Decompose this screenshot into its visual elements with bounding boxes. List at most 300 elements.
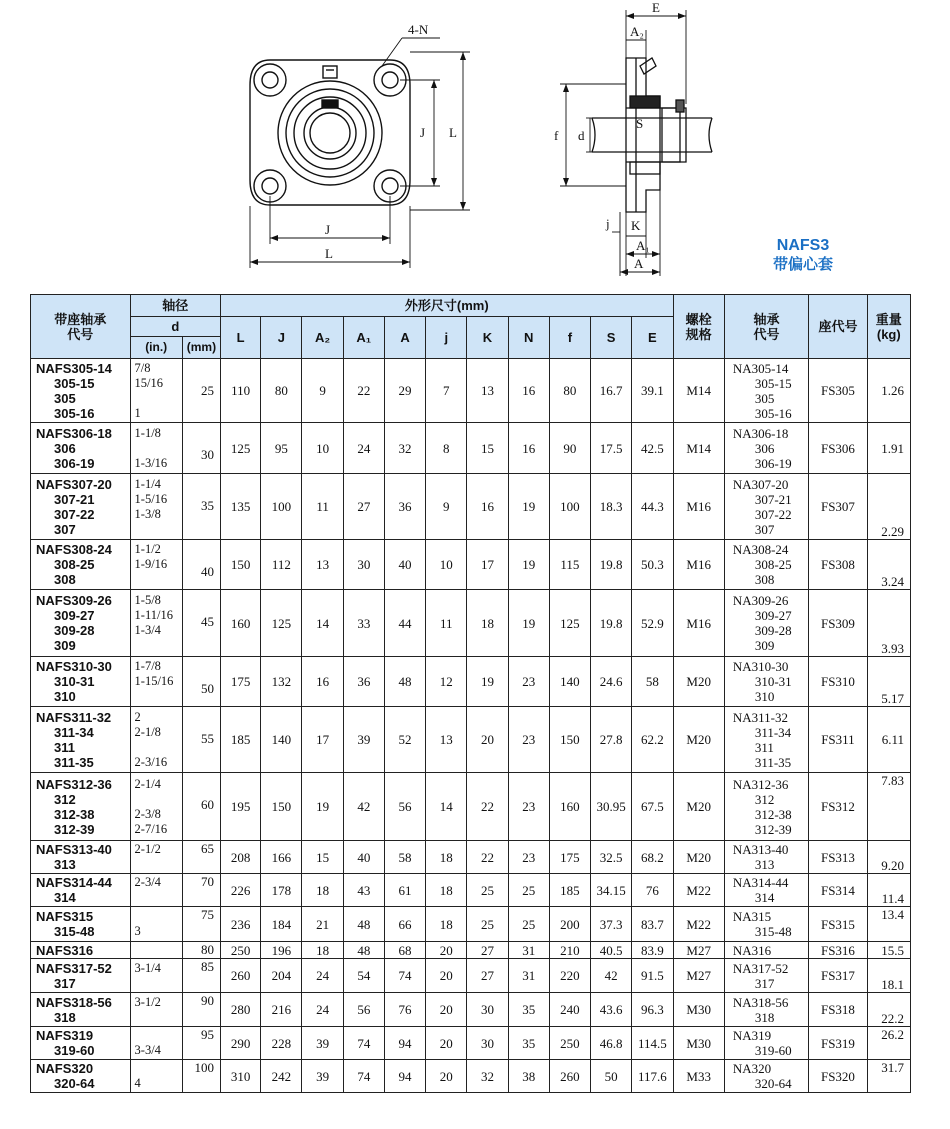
inch-line bbox=[135, 1010, 180, 1025]
cell-dim-E: 91.5 bbox=[632, 959, 673, 993]
cell-dim-N: 23 bbox=[508, 707, 549, 773]
cell-dim-L: 208 bbox=[221, 841, 261, 874]
cell-dim-A: 36 bbox=[384, 474, 425, 540]
code-line: 307-21 bbox=[54, 491, 95, 507]
inch-line bbox=[135, 792, 180, 807]
cell-dim-S: 42 bbox=[591, 959, 632, 993]
inch-line: 2-1/2 bbox=[134, 842, 161, 856]
inch-line: 7/8 bbox=[134, 360, 151, 375]
cell-housing: FS316 bbox=[809, 942, 867, 959]
cell-housing: FS315 bbox=[809, 907, 867, 942]
brg-line: NA312-36 bbox=[732, 776, 789, 792]
cell-inch bbox=[130, 942, 182, 959]
cell-dim-f: 115 bbox=[549, 540, 590, 590]
cell-brg bbox=[724, 942, 808, 959]
cell-housing: FS307 bbox=[809, 474, 867, 540]
series-code: NAFS3 bbox=[776, 237, 830, 254]
inch-line: 15/16 bbox=[134, 375, 164, 390]
cell-dim-J: 150 bbox=[261, 773, 302, 841]
cell-dim-f: 125 bbox=[549, 590, 590, 657]
cell-dim-A₂: 18 bbox=[302, 942, 343, 959]
inch-line: 2-7/16 bbox=[134, 821, 168, 836]
cell-dim-K: 25 bbox=[467, 874, 508, 907]
cell-dim-f: 160 bbox=[549, 773, 590, 841]
cell-dim-J: 112 bbox=[261, 540, 302, 590]
table-row bbox=[31, 993, 911, 1027]
cell-dim-N: 19 bbox=[508, 474, 549, 540]
code-line: 320-64 bbox=[54, 1076, 95, 1091]
cell-dim-A₁: 54 bbox=[343, 959, 384, 993]
cell-dim-N: 19 bbox=[508, 540, 549, 590]
inch-line: 3-1/4 bbox=[134, 960, 161, 975]
cell-housing: FS312 bbox=[809, 773, 867, 841]
cell-inch bbox=[130, 993, 182, 1027]
cell-dim-A: 74 bbox=[384, 959, 425, 993]
table-row bbox=[31, 359, 911, 423]
table-row bbox=[31, 942, 911, 959]
cell-inch bbox=[130, 1027, 182, 1060]
cell-mm: 50 bbox=[182, 657, 220, 707]
cell-weight: 2.29 bbox=[867, 474, 910, 540]
inch-line: 1-5/16 bbox=[134, 491, 168, 506]
cell-dim-S: 34.15 bbox=[591, 874, 632, 907]
inch-line: 1-15/16 bbox=[134, 674, 174, 688]
code-line: 311-34 bbox=[54, 724, 94, 740]
code-line: 309-27 bbox=[54, 608, 95, 623]
cell-dim-L: 310 bbox=[221, 1060, 261, 1093]
cell-dim-K: 20 bbox=[467, 707, 508, 773]
header-dim-6: K bbox=[467, 317, 508, 359]
cell-code bbox=[31, 657, 131, 707]
code-line: 310-31 bbox=[54, 674, 95, 689]
table-row bbox=[31, 657, 911, 707]
cell-brg bbox=[724, 474, 808, 540]
table-row bbox=[31, 841, 911, 874]
cell-weight: 7.83 bbox=[867, 773, 910, 841]
brg-line: 311-35 bbox=[754, 754, 792, 770]
code-line: 309-28 bbox=[54, 623, 95, 638]
cell-dim-E: 44.3 bbox=[632, 474, 673, 540]
cell-mm: 70 bbox=[182, 874, 220, 907]
brg-line: 307-22 bbox=[754, 506, 792, 522]
cell-weight: 13.4 bbox=[867, 907, 910, 942]
cell-housing: FS318 bbox=[809, 993, 867, 1027]
header-weight: 重量 (kg) bbox=[867, 295, 910, 359]
cell-dim-E: 68.2 bbox=[632, 841, 673, 874]
cell-dim-L: 150 bbox=[221, 540, 261, 590]
cell-brg bbox=[724, 707, 808, 773]
cell-bolt: M30 bbox=[673, 1027, 724, 1060]
cell-bolt: M16 bbox=[673, 474, 724, 540]
inch-line: 1-1/2 bbox=[134, 542, 161, 556]
label-E: E bbox=[652, 0, 660, 15]
cell-dim-E: 83.9 bbox=[632, 942, 673, 959]
cell-mm: 60 bbox=[182, 773, 220, 841]
code-line: 308-25 bbox=[54, 557, 95, 572]
cell-dim-N: 31 bbox=[508, 942, 549, 959]
label-J-horizontal: J bbox=[325, 222, 331, 237]
code-line: 319-60 bbox=[54, 1043, 95, 1058]
code-line: 311 bbox=[54, 739, 75, 755]
series-subtitle: 带偏心套 bbox=[772, 256, 833, 273]
cell-weight: 1.91 bbox=[867, 423, 910, 474]
cell-dim-N: 23 bbox=[508, 841, 549, 874]
cell-brg bbox=[724, 959, 808, 993]
label-J-vertical: J bbox=[420, 125, 426, 140]
cell-dim-f: 260 bbox=[549, 1060, 590, 1093]
cell-housing: FS308 bbox=[809, 540, 867, 590]
code-line: 308 bbox=[54, 572, 76, 587]
label-A1: A₁ bbox=[636, 238, 650, 253]
header-dim-5: j bbox=[426, 317, 467, 359]
inch-line bbox=[135, 689, 180, 704]
header-shaft: 轴径 bbox=[130, 295, 221, 317]
code-line: NAFS319 bbox=[36, 1028, 94, 1043]
code-line: NAFS318-56 bbox=[36, 994, 112, 1010]
cell-brg bbox=[724, 423, 808, 474]
cell-mm: 35 bbox=[182, 474, 220, 540]
cell-dim-S: 46.8 bbox=[591, 1027, 632, 1060]
inch-line: 1-3/16 bbox=[134, 455, 168, 470]
cell-dim-N: 25 bbox=[508, 907, 549, 942]
code-line: NAFS317-52 bbox=[36, 960, 112, 976]
cell-dim-L: 195 bbox=[221, 773, 261, 841]
cell-bolt: M27 bbox=[673, 959, 724, 993]
inch-line: 1-5/8 bbox=[134, 593, 161, 607]
cell-dim-f: 175 bbox=[549, 841, 590, 874]
cell-dim-A: 66 bbox=[384, 907, 425, 942]
inch-line bbox=[135, 857, 180, 872]
cell-code bbox=[31, 359, 131, 423]
table-row bbox=[31, 1060, 911, 1093]
cell-dim-j: 20 bbox=[426, 942, 467, 959]
label-j: j bbox=[606, 216, 610, 231]
inch-line: 2-3/4 bbox=[134, 875, 161, 889]
cell-weight: 3.93 bbox=[867, 590, 910, 657]
cell-dim-K: 22 bbox=[467, 773, 508, 841]
cell-dim-A₂: 13 bbox=[302, 540, 343, 590]
header-dim-8: f bbox=[549, 317, 590, 359]
cell-dim-N: 23 bbox=[508, 657, 549, 707]
cell-dim-K: 13 bbox=[467, 359, 508, 423]
cell-dim-L: 110 bbox=[221, 359, 261, 423]
inch-line: 1 bbox=[134, 405, 141, 420]
cell-dim-j: 9 bbox=[426, 474, 467, 540]
label-f: f bbox=[554, 128, 559, 143]
table-row bbox=[31, 590, 911, 657]
cell-dim-A₂: 14 bbox=[302, 590, 343, 657]
brg-line: 320-64 bbox=[754, 1076, 792, 1091]
cell-dim-E: 62.2 bbox=[632, 707, 673, 773]
cell-dim-j: 10 bbox=[426, 540, 467, 590]
brg-line: NA306-18 bbox=[732, 425, 789, 441]
cell-dim-K: 27 bbox=[467, 942, 508, 959]
inch-line: 1-3/8 bbox=[134, 506, 161, 521]
brg-line: 307 bbox=[754, 521, 775, 537]
cell-dim-f: 80 bbox=[549, 359, 590, 423]
cell-brg bbox=[724, 773, 808, 841]
table-header bbox=[31, 295, 911, 359]
cell-dim-j: 18 bbox=[426, 907, 467, 942]
brg-line: 309-28 bbox=[754, 623, 792, 638]
cell-code bbox=[31, 1060, 131, 1093]
cell-dim-A₁: 48 bbox=[343, 942, 384, 959]
code-line: NAFS307-20 bbox=[36, 476, 112, 492]
cell-code bbox=[31, 874, 131, 907]
code-line: 313 bbox=[54, 857, 76, 872]
cell-brg bbox=[724, 359, 808, 423]
cell-dim-A₁: 30 bbox=[343, 540, 384, 590]
brg-line: 308 bbox=[754, 572, 775, 587]
brg-line: NA315 bbox=[732, 909, 772, 924]
code-line: 312-38 bbox=[54, 806, 95, 822]
cell-dim-K: 30 bbox=[467, 993, 508, 1027]
cell-dim-E: 58 bbox=[632, 657, 673, 707]
cell-dim-A₂: 19 bbox=[302, 773, 343, 841]
brg-line: NA310-30 bbox=[732, 659, 789, 674]
cell-dim-K: 32 bbox=[467, 1060, 508, 1093]
code-line: 312 bbox=[54, 791, 76, 807]
label-A2: A₂ bbox=[630, 24, 644, 39]
inch-line: 2-3/8 bbox=[134, 806, 161, 821]
brg-line: 305-16 bbox=[754, 405, 792, 421]
cell-dim-j: 11 bbox=[426, 590, 467, 657]
cell-dim-S: 19.8 bbox=[591, 590, 632, 657]
brg-line: 312-38 bbox=[754, 806, 792, 822]
cell-dim-N: 16 bbox=[508, 359, 549, 423]
cell-dim-A₁: 36 bbox=[343, 657, 384, 707]
cell-dim-J: 166 bbox=[261, 841, 302, 874]
cell-dim-S: 37.3 bbox=[591, 907, 632, 942]
cell-dim-A₁: 27 bbox=[343, 474, 384, 540]
cell-dim-S: 19.8 bbox=[591, 540, 632, 590]
code-line: 314 bbox=[54, 890, 76, 905]
code-line: NAFS313-40 bbox=[36, 842, 112, 857]
cell-dim-E: 42.5 bbox=[632, 423, 673, 474]
cell-dim-A₁: 74 bbox=[343, 1060, 384, 1093]
cell-dim-J: 80 bbox=[261, 359, 302, 423]
cell-dim-J: 132 bbox=[261, 657, 302, 707]
cell-dim-f: 240 bbox=[549, 993, 590, 1027]
cell-bolt: M14 bbox=[673, 359, 724, 423]
brg-line: NA311-32 bbox=[732, 709, 788, 725]
spec-table bbox=[30, 294, 911, 1093]
cell-weight: 3.24 bbox=[867, 540, 910, 590]
cell-code bbox=[31, 707, 131, 773]
cell-weight: 31.7 bbox=[867, 1060, 910, 1093]
table-row bbox=[31, 773, 911, 841]
cell-dim-L: 250 bbox=[221, 942, 261, 959]
cell-dim-f: 220 bbox=[549, 959, 590, 993]
cell-dim-L: 236 bbox=[221, 907, 261, 942]
brg-line: 313 bbox=[754, 857, 775, 872]
cell-dim-j: 20 bbox=[426, 1027, 467, 1060]
cell-dim-K: 16 bbox=[467, 474, 508, 540]
cell-dim-J: 242 bbox=[261, 1060, 302, 1093]
cell-dim-N: 35 bbox=[508, 1027, 549, 1060]
brg-line: 306 bbox=[754, 440, 775, 456]
cell-dim-A₂: 16 bbox=[302, 657, 343, 707]
cell-dim-A₁: 74 bbox=[343, 1027, 384, 1060]
code-line: 305-15 bbox=[54, 375, 95, 391]
cell-dim-K: 17 bbox=[467, 540, 508, 590]
brg-line: NA305-14 bbox=[732, 360, 789, 376]
inch-line: 3-1/2 bbox=[134, 994, 161, 1009]
cell-dim-j: 20 bbox=[426, 1060, 467, 1093]
header-dim-0: L bbox=[221, 317, 261, 359]
cell-dim-A₁: 43 bbox=[343, 874, 384, 907]
cell-housing: FS306 bbox=[809, 423, 867, 474]
cell-dim-K: 27 bbox=[467, 959, 508, 993]
cell-dim-L: 280 bbox=[221, 993, 261, 1027]
cell-code bbox=[31, 474, 131, 540]
cell-code bbox=[31, 1027, 131, 1060]
cell-bolt: M33 bbox=[673, 1060, 724, 1093]
cell-code bbox=[31, 907, 131, 942]
code-line: NAFS320 bbox=[36, 1061, 94, 1076]
cell-dim-E: 114.5 bbox=[632, 1027, 673, 1060]
inch-line: 1-1/4 bbox=[134, 476, 161, 491]
brg-line: NA320 bbox=[732, 1061, 772, 1076]
cell-dim-J: 184 bbox=[261, 907, 302, 942]
brg-line: 318 bbox=[754, 1009, 775, 1025]
code-line: NAFS316 bbox=[36, 942, 94, 958]
header-bearing: 轴承 代号 bbox=[724, 295, 808, 359]
inch-line bbox=[135, 638, 180, 653]
cell-dim-E: 96.3 bbox=[632, 993, 673, 1027]
cell-inch bbox=[130, 540, 182, 590]
cell-dim-A₁: 24 bbox=[343, 423, 384, 474]
cell-dim-S: 16.7 bbox=[591, 359, 632, 423]
inch-line: 4 bbox=[134, 1076, 141, 1090]
cell-inch bbox=[130, 1060, 182, 1093]
table-row bbox=[31, 540, 911, 590]
cell-dim-f: 210 bbox=[549, 942, 590, 959]
inch-line bbox=[135, 740, 180, 755]
brg-line: 305-15 bbox=[754, 375, 792, 391]
code-line: NAFS311-32 bbox=[36, 709, 112, 725]
inch-line bbox=[135, 976, 180, 991]
cell-dim-A: 58 bbox=[384, 841, 425, 874]
cell-inch bbox=[130, 959, 182, 993]
cell-housing: FS310 bbox=[809, 657, 867, 707]
cell-dim-L: 135 bbox=[221, 474, 261, 540]
cell-dim-N: 16 bbox=[508, 423, 549, 474]
brg-line: 312-39 bbox=[754, 821, 792, 837]
header-dim-2: A₂ bbox=[302, 317, 343, 359]
code-line: NAFS310-30 bbox=[36, 659, 112, 674]
cell-dim-N: 23 bbox=[508, 773, 549, 841]
brg-line: NA307-20 bbox=[732, 476, 789, 492]
cell-housing: FS314 bbox=[809, 874, 867, 907]
cell-dim-L: 160 bbox=[221, 590, 261, 657]
cell-dim-A₂: 39 bbox=[302, 1027, 343, 1060]
inch-line bbox=[135, 441, 180, 456]
table-row bbox=[31, 707, 911, 773]
cell-housing: FS320 bbox=[809, 1060, 867, 1093]
cell-mm: 85 bbox=[182, 959, 220, 993]
brg-line: NA309-26 bbox=[732, 593, 789, 608]
cell-dim-S: 24.6 bbox=[591, 657, 632, 707]
code-line: 318 bbox=[54, 1009, 76, 1025]
cell-mm: 80 bbox=[182, 942, 220, 959]
cell-dim-A: 44 bbox=[384, 590, 425, 657]
cell-dim-j: 12 bbox=[426, 657, 467, 707]
cell-weight: 11.4 bbox=[867, 874, 910, 907]
cell-dim-L: 125 bbox=[221, 423, 261, 474]
inch-line: 2 bbox=[134, 709, 141, 724]
table-row bbox=[31, 474, 911, 540]
cell-dim-S: 18.3 bbox=[591, 474, 632, 540]
cell-weight: 18.1 bbox=[867, 959, 910, 993]
cell-dim-A₁: 48 bbox=[343, 907, 384, 942]
cell-inch bbox=[130, 907, 182, 942]
table-row bbox=[31, 874, 911, 907]
cell-weight: 5.17 bbox=[867, 657, 910, 707]
cell-dim-A: 76 bbox=[384, 993, 425, 1027]
cell-dim-K: 19 bbox=[467, 657, 508, 707]
cell-dim-A₂: 9 bbox=[302, 359, 343, 423]
inch-line: 1-3/4 bbox=[134, 623, 161, 637]
cell-dim-A: 52 bbox=[384, 707, 425, 773]
cell-housing: FS305 bbox=[809, 359, 867, 423]
header-dimensions: 外形尺寸(mm) bbox=[221, 295, 674, 317]
cell-dim-N: 35 bbox=[508, 993, 549, 1027]
cell-dim-L: 185 bbox=[221, 707, 261, 773]
cell-dim-A: 94 bbox=[384, 1060, 425, 1093]
cell-inch bbox=[130, 841, 182, 874]
label-L-horizontal: L bbox=[325, 246, 333, 261]
cell-bolt: M20 bbox=[673, 707, 724, 773]
cell-dim-j: 20 bbox=[426, 993, 467, 1027]
header-dim-4: A bbox=[384, 317, 425, 359]
cell-dim-A₁: 39 bbox=[343, 707, 384, 773]
cell-dim-A: 29 bbox=[384, 359, 425, 423]
cell-dim-A: 61 bbox=[384, 874, 425, 907]
code-line: NAFS309-26 bbox=[36, 593, 112, 608]
cell-mm: 40 bbox=[182, 540, 220, 590]
code-line: NAFS315 bbox=[36, 909, 94, 924]
cell-dim-J: 100 bbox=[261, 474, 302, 540]
brg-line: NA316 bbox=[732, 942, 772, 958]
cell-mm: 30 bbox=[182, 423, 220, 474]
brg-line: NA313-40 bbox=[732, 842, 789, 857]
cell-mm: 65 bbox=[182, 841, 220, 874]
cell-mm: 45 bbox=[182, 590, 220, 657]
cell-dim-S: 32.5 bbox=[591, 841, 632, 874]
label-S: S bbox=[636, 116, 644, 131]
cell-bolt: M20 bbox=[673, 773, 724, 841]
cell-dim-J: 140 bbox=[261, 707, 302, 773]
label-4-N: 4-N bbox=[408, 22, 429, 37]
cell-dim-J: 125 bbox=[261, 590, 302, 657]
header-dim-3: A₁ bbox=[343, 317, 384, 359]
cell-mm: 75 bbox=[182, 907, 220, 942]
cell-inch bbox=[130, 590, 182, 657]
cell-bolt: M16 bbox=[673, 540, 724, 590]
cell-dim-J: 178 bbox=[261, 874, 302, 907]
cell-dim-S: 27.8 bbox=[591, 707, 632, 773]
cell-dim-L: 290 bbox=[221, 1027, 261, 1060]
cell-weight: 15.5 bbox=[867, 942, 910, 959]
cell-bolt: M22 bbox=[673, 907, 724, 942]
cell-dim-f: 200 bbox=[549, 907, 590, 942]
cell-dim-A₁: 56 bbox=[343, 993, 384, 1027]
inch-line: 2-1/4 bbox=[134, 776, 161, 791]
brg-line: 311 bbox=[754, 739, 774, 755]
brg-line: 314 bbox=[754, 890, 775, 905]
cell-code bbox=[31, 959, 131, 993]
